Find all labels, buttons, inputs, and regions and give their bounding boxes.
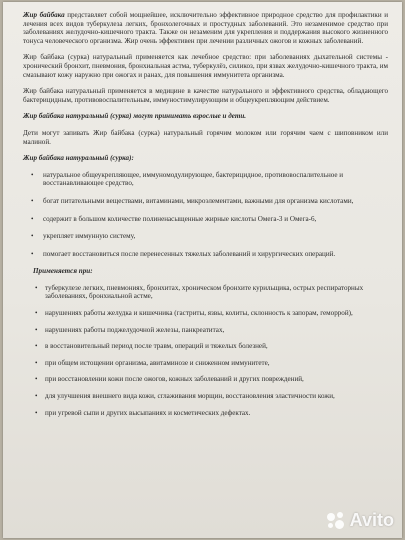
who-can-take-heading: Жир байбака натуральный (сурка) могут принимать взрослые и дети.: [23, 112, 247, 121]
watermark-text: Avito: [349, 510, 394, 530]
list-item: • при угревой сыпи и других высыпаниях и косметических дефектах.: [23, 409, 388, 418]
uses-list: [23, 284, 388, 417]
list-item: • при восстановлении кожи после ожогов, кожных заболеваний и других повреждений,: [23, 375, 388, 384]
intro-paragraph: [23, 11, 388, 45]
avito-logo-icon: [327, 512, 347, 530]
list-item: • нарушениях работы желудка и кишечника (гастриты, язвы, колиты, склонность к запорам, геморрой),: [23, 309, 388, 318]
list-item: • богат питательными веществами, витаминами, микроэлементами, важными для организма кислотами,: [23, 197, 388, 206]
properties-list: [23, 171, 388, 259]
document-body: [23, 11, 388, 425]
intro-heading: Жир байбака: [23, 11, 65, 19]
document-page: [3, 2, 402, 538]
list-item: • помогает восстановиться после перенесенных тяжелых заболеваний и хирургических операций.: [23, 250, 388, 259]
list-item: • при общем истощении организма, авитаминозе и сниженном иммунитете,: [23, 359, 388, 368]
list-item: • укрепляет иммунную систему,: [23, 232, 388, 241]
properties-heading: Жир байбака натуральный (сурка):: [23, 154, 134, 163]
list-item: • содержит в большом количестве полиненасыщенные жирные кислоты Омега-3 и Омега-6,: [23, 215, 388, 224]
list-item: • нарушениях работы поджелудочной железы, панкреатитах,: [23, 326, 388, 335]
list-item: • в восстановительный период после травм, операций и тяжелых болезней,: [23, 342, 388, 351]
list-item: • натуральное общеукрепляющее, иммуномодулирующее, бактерицидное, противовоспалительное и восстанавливающее средство,: [23, 171, 388, 188]
usage-paragraph: Жир байбака (сурка) натуральный применяется как лечебное средство: при заболеваниях дыхательной системы - хронический бронхит, пневмония, бронхиальная астма, туберкулёз, силикоз, при язвах желудочно-кишечного тракта, им смазывают кожу наружно при ожогах и ранах, для повышения иммунитета организма.: [23, 53, 388, 79]
avito-watermark: [327, 510, 394, 531]
kids-paragraph: Дети могут запивать Жир байбака (сурка) натуральный горячим молоком или горячим чаем с шиповником или малиной.: [23, 128, 388, 146]
list-item: • туберкулезе легких, пневмониях, бронхитах, хроническом бронхите курильщика, острых респираторных заболеваниях, бронхиальной астме,: [23, 284, 388, 301]
list-item: • для улучшения внешнего вида кожи, сглаживания морщин, восстановления эластичности кожи,: [23, 392, 388, 401]
medicine-paragraph: Жир байбака натуральный применяется в медицине в качестве натурального и эффективного средства, обладающего бактерицидным, противовоспалительным, иммуностимулирующим и общеукрепляющим действием.: [23, 87, 388, 104]
intro-text: представляет собой мощнейшее, исключительно эффективное природное средство для профилактики и лечения всех видов туберкулеза легких, бронхолегочных и простудных заболеваний. Это незаменимое средство при заболеваниях желудочно-кишечного тракта. Также он незаменим для укрепления и поддержания высокого жизненного тонуса человеческого организма. Жир очень эффективен при лечении различных ожогов и кожных заболеваний.: [23, 11, 388, 45]
uses-heading: Применяется при:: [33, 267, 93, 276]
